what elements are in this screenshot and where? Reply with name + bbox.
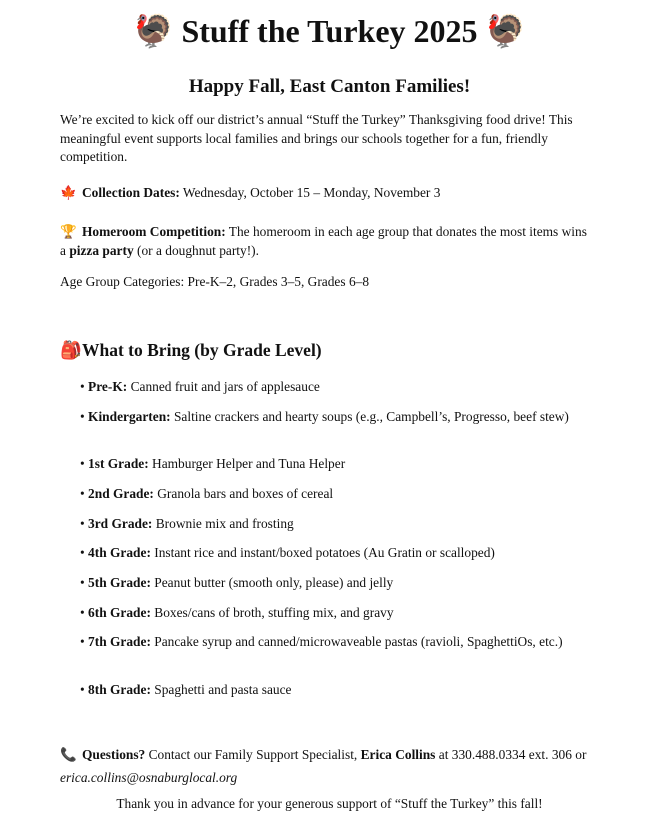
page-title (0, 10, 659, 52)
contact-phone: at 330.488.0334 ext. 306 or (438, 747, 587, 762)
list-item: • 6th Grade: Boxes/cans of broth, stuffing mix, and gravy (80, 605, 394, 620)
list-item: • 7th Grade: Pancake syrup and canned/microwaveable pastas (ravioli, SpaghettiOs, etc.) (80, 634, 563, 649)
trophy-icon: 🏆 (60, 224, 77, 239)
title-text: Stuff the Turkey 2025 (181, 13, 478, 49)
bring-heading (60, 340, 322, 361)
grade-label: 5th Grade: (88, 575, 151, 590)
item-text: Pancake syrup and canned/microwaveable pastas (ravioli, SpaghettiOs, etc.) (154, 634, 563, 649)
grade-label: 4th Grade: (88, 545, 151, 560)
list-item: • Kindergarten: Saltine crackers and hearty soups (e.g., Campbell’s, Progresso, beef stew) (80, 409, 569, 424)
item-text: Canned fruit and jars of applesauce (130, 379, 320, 394)
intro-paragraph: We’re excited to kick off our district’s annual “Stuff the Turkey” Thanksgiving food drive! This meaningful event supports local families and brings our schools together for a fun, friendly competition. (60, 112, 573, 164)
competition-prize: pizza party (69, 242, 134, 258)
contact-label: Questions? (82, 747, 146, 762)
collection-label: Collection Dates: (82, 185, 180, 200)
list-item: • 4th Grade: Instant rice and instant/boxed potatoes (Au Gratin or scalloped) (80, 545, 495, 560)
contact-name: Erica Collins (360, 747, 436, 762)
grade-label: 6th Grade: (88, 605, 151, 620)
item-text: Peanut butter (smooth only, please) and jelly (154, 575, 394, 590)
list-item: • 8th Grade: Spaghetti and pasta sauce (80, 682, 292, 697)
list-item: • 1st Grade: Hamburger Helper and Tuna Helper (80, 456, 346, 471)
turkey-icon: 🦃 (133, 13, 174, 49)
maple-leaf-icon: 🍁 (60, 185, 77, 200)
phone-icon: 📞 (60, 747, 77, 762)
turkey-icon: 🦃 (485, 13, 526, 49)
backpack-icon: 🎒 (60, 340, 82, 360)
grade-label: Pre-K: (88, 379, 128, 394)
thanks: Thank you in advance for your generous support of “Stuff the Turkey” this fall! (116, 796, 543, 811)
grade-label: Kindergarten: (88, 409, 171, 424)
age-groups: Age Group Categories: Pre-K–2, Grades 3–5, Grades 6–8 (60, 274, 370, 289)
competition-alt: (or a doughnut party!). (137, 242, 259, 258)
collection-text: Wednesday, October 15 – Monday, November 3 (182, 185, 441, 200)
contact (60, 743, 590, 789)
list-item: • 3rd Grade: Brownie mix and frosting (80, 516, 294, 531)
item-text: Brownie mix and frosting (155, 516, 294, 531)
item-text: Instant rice and instant/boxed potatoes (Au Gratin or scalloped) (154, 545, 495, 560)
homeroom-competition (60, 223, 590, 260)
item-text: Granola bars and boxes of cereal (157, 486, 334, 501)
competition-label: Homeroom Competition: (82, 224, 226, 239)
item-text: Spaghetti and pasta sauce (154, 682, 292, 697)
grade-label: 7th Grade: (88, 634, 151, 649)
competition-text: The homeroom in each age group that donates the most items wins a (60, 224, 587, 258)
bring-heading-text: What to Bring (by Grade Level) (82, 340, 322, 360)
list-item: • 2nd Grade: Granola bars and boxes of cereal (80, 486, 334, 501)
grade-label: 3rd Grade: (88, 516, 153, 531)
list-item: • Pre-K: Canned fruit and jars of applesauce (80, 379, 320, 394)
item-text: Boxes/cans of broth, stuffing mix, and gravy (154, 605, 394, 620)
collection-dates (60, 184, 590, 203)
contact-email[interactable]: erica.collins@osnaburglocal.org (60, 770, 238, 785)
subtitle: Happy Fall, East Canton Families! (188, 76, 471, 97)
item-text: Saltine crackers and hearty soups (e.g., Campbell’s, Progresso, beef stew) (173, 409, 569, 424)
grade-label: 2nd Grade: (88, 486, 154, 501)
item-text: Hamburger Helper and Tuna Helper (152, 456, 346, 471)
grade-label: 1st Grade: (88, 456, 149, 471)
grade-label: 8th Grade: (88, 682, 151, 697)
contact-text: Contact our Family Support Specialist, (148, 747, 358, 762)
list-item: • 5th Grade: Peanut butter (smooth only, please) and jelly (80, 575, 394, 590)
